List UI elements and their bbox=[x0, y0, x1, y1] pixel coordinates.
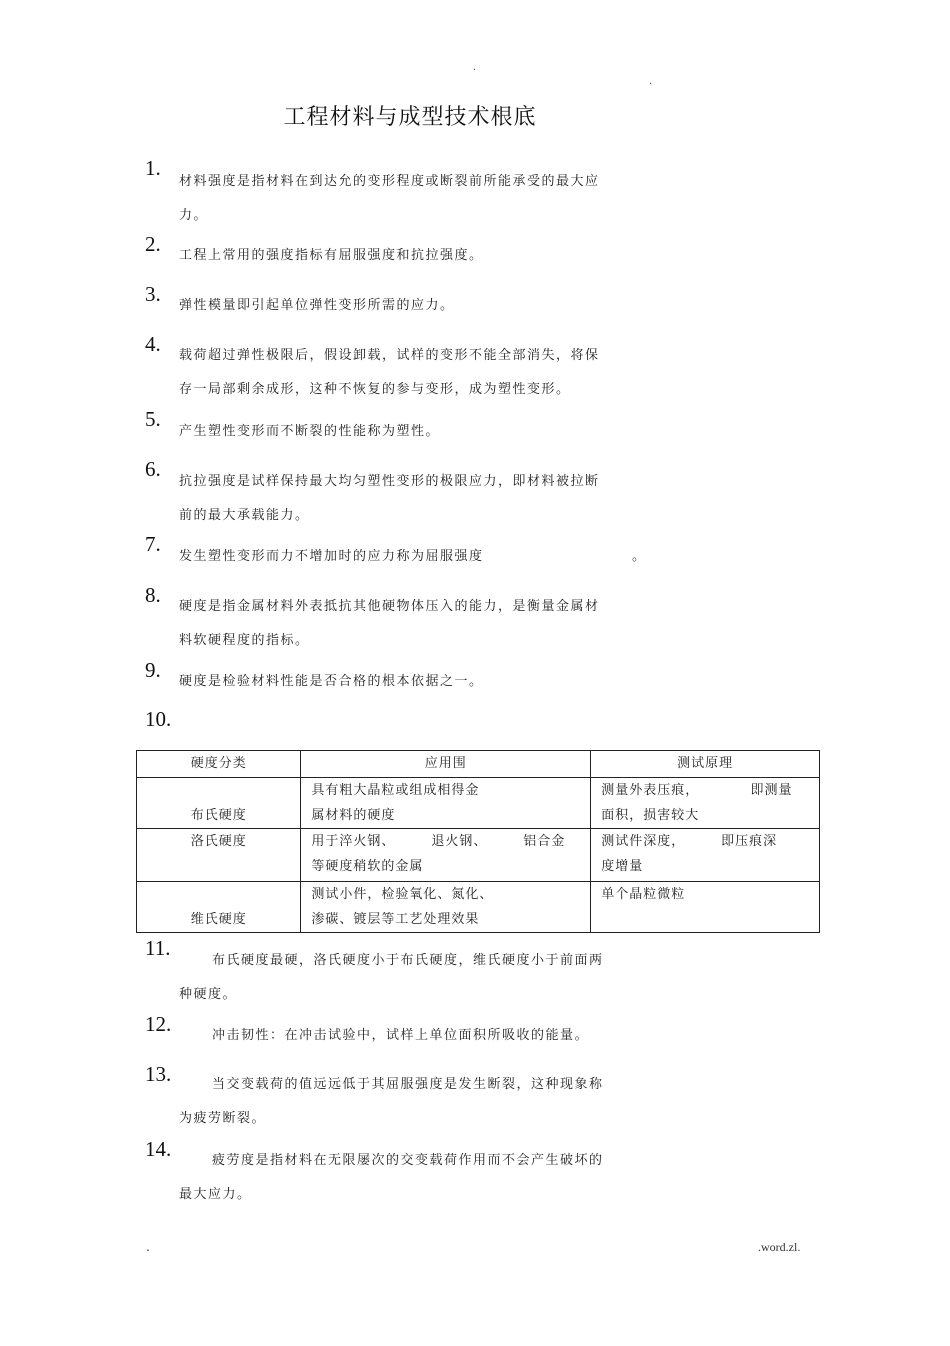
item-number: 9. bbox=[145, 658, 161, 682]
item-line: 布氏硬度最硬，洛氏硬度小于布氏硬度，维氏硬度小于前面两 bbox=[212, 953, 604, 968]
item-line: 当交变载荷的值远远低于其屈服强度是发生断裂，这种现象称 bbox=[212, 1077, 604, 1092]
item-line: 抗拉强度是试样保持最大均匀塑性变形的极限应力，即材料被拉断 bbox=[179, 474, 600, 489]
table-row bbox=[137, 829, 820, 882]
table-row bbox=[137, 778, 820, 829]
principle-line: 测试件深度， 即压痕深 bbox=[601, 834, 778, 849]
table-cell bbox=[591, 829, 820, 882]
item-number: 4. bbox=[145, 332, 161, 356]
page-title: 工程材料与成型技术根底 bbox=[283, 105, 537, 130]
footer-left-mark: . bbox=[146, 1240, 150, 1254]
item-number: 13. bbox=[145, 1062, 172, 1086]
item-line: 硬度是检验材料性能是否合格的根本依据之一。 bbox=[179, 674, 484, 689]
item-number: 6. bbox=[145, 457, 161, 481]
item-text bbox=[179, 289, 604, 323]
item-text bbox=[179, 944, 604, 1012]
item-line: 存一局部剩余成形，这种不恢复的参与变形，成为塑性变形。 bbox=[179, 382, 571, 397]
item-text bbox=[179, 1068, 604, 1136]
item-text bbox=[179, 665, 604, 699]
item-text bbox=[179, 1019, 604, 1053]
item-line: 发生塑性变形而力不增加时的应力称为屈服强度 bbox=[179, 549, 484, 564]
application-line: 渗碳、镀层等工艺处理效果 bbox=[311, 912, 480, 927]
application-line: 用于淬火钢、 退火钢、 铝合金 bbox=[311, 834, 566, 849]
table-header: 应用围 bbox=[301, 751, 591, 778]
table-cell bbox=[301, 829, 591, 882]
item-line: 载荷超过弹性极限后，假设卸载，试样的变形不能全部消失，将保 bbox=[179, 348, 600, 363]
item-text bbox=[179, 1144, 604, 1212]
item-line: 冲击韧性：在冲击试验中，试样上单位面积所吸收的能量。 bbox=[212, 1028, 590, 1043]
hardness-type: 维氏硬度 bbox=[190, 912, 247, 927]
item-line: 料软硬程度的指标。 bbox=[179, 633, 310, 648]
item-line: 弹性模量即引起单位弹性变形所需的应力。 bbox=[179, 298, 455, 313]
table-cell bbox=[137, 778, 301, 829]
item-number: 14. bbox=[145, 1137, 172, 1161]
application-line: 属材料的硬度 bbox=[311, 808, 396, 823]
item-text bbox=[179, 165, 604, 233]
hardness-type: 洛氏硬度 bbox=[190, 834, 247, 849]
table-cell bbox=[301, 778, 591, 829]
item-number: 7. bbox=[145, 532, 161, 556]
item-line: 产生塑性变形而不断裂的性能称为塑性。 bbox=[179, 424, 441, 439]
item-text bbox=[179, 415, 604, 449]
header-mark-2: . bbox=[649, 76, 653, 87]
principle-line: 测量外表压痕， 即测量 bbox=[601, 783, 793, 798]
item-text bbox=[179, 540, 604, 574]
item-text bbox=[179, 465, 604, 533]
table-header: 硬度分类 bbox=[137, 751, 301, 778]
table-cell bbox=[591, 882, 820, 933]
footer-watermark: .word.zl. bbox=[758, 1240, 801, 1254]
item-number: 2. bbox=[145, 232, 161, 256]
item-number: 11. bbox=[145, 936, 171, 960]
item-text bbox=[179, 239, 604, 273]
hardness-table bbox=[136, 750, 820, 933]
table-header: 测试原理 bbox=[591, 751, 820, 778]
item-trailing-mark: 。 bbox=[632, 549, 646, 564]
application-line: 测试小件，检验氧化、氮化、 bbox=[311, 887, 494, 902]
item-line: 种硬度。 bbox=[179, 987, 238, 1002]
item-line: 力。 bbox=[179, 208, 209, 223]
item-number: 1. bbox=[145, 156, 161, 180]
item-number: 3. bbox=[145, 282, 161, 306]
item-line: 疲劳度是指材料在无限屡次的交变载荷作用而不会产生破坏的 bbox=[212, 1153, 604, 1168]
principle-line: 度增量 bbox=[601, 859, 644, 874]
application-line: 等硬度稍软的金属 bbox=[311, 859, 424, 874]
item-line: 前的最大承载能力。 bbox=[179, 508, 310, 523]
application-line: 具有粗大晶粒或组成相得金 bbox=[311, 783, 480, 798]
item-number: 5. bbox=[145, 407, 161, 431]
table-cell bbox=[591, 778, 820, 829]
item-text bbox=[179, 339, 604, 407]
item-line: 硬度是指金属材料外表抵抗其他硬物体压入的能力，是衡量金属材 bbox=[179, 599, 600, 614]
item-number: 10. bbox=[145, 707, 172, 731]
principle-line: 面积，损害较大 bbox=[601, 808, 700, 823]
table-row bbox=[137, 882, 820, 933]
table-cell bbox=[301, 882, 591, 933]
item-line: 工程上常用的强度指标有屈服强度和抗拉强度。 bbox=[179, 248, 484, 263]
item-number: 12. bbox=[145, 1012, 172, 1036]
header-mark-1: . bbox=[473, 62, 477, 73]
principle-line: 单个晶粒微粒 bbox=[601, 887, 686, 902]
item-line: 最大应力。 bbox=[179, 1187, 252, 1202]
item-number: 8. bbox=[145, 583, 161, 607]
item-line: 为疲劳断裂。 bbox=[179, 1111, 267, 1126]
hardness-type: 布氏硬度 bbox=[190, 808, 247, 823]
table-header-row bbox=[137, 751, 820, 778]
item-line: 材料强度是指材料在到达允的变形程度或断裂前所能承受的最大应 bbox=[179, 174, 600, 189]
item-text bbox=[179, 590, 604, 658]
table-cell bbox=[137, 829, 301, 882]
table-cell bbox=[137, 882, 301, 933]
